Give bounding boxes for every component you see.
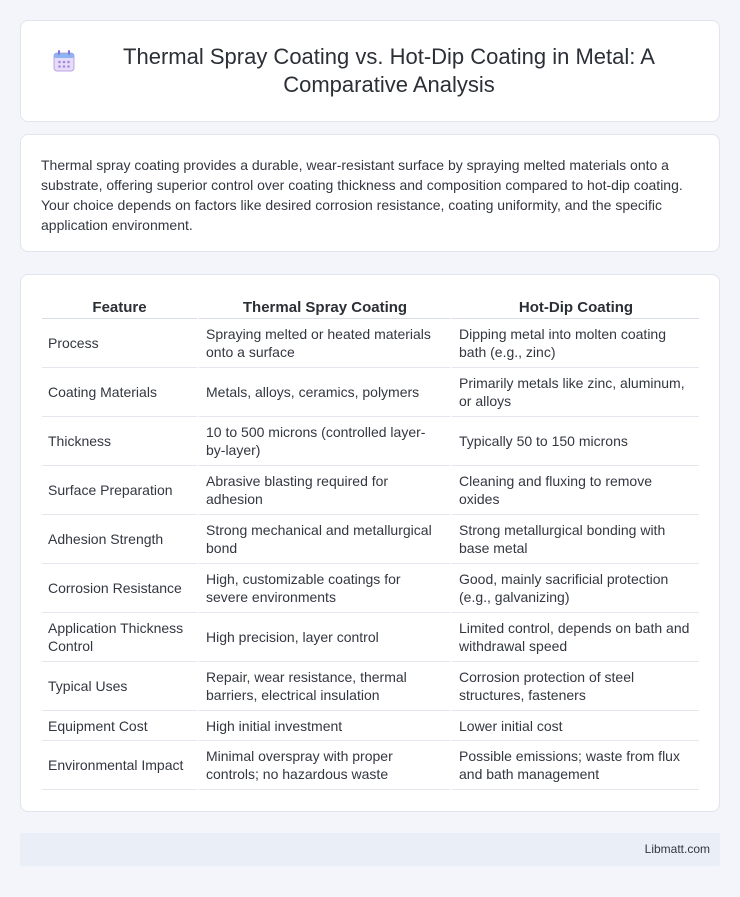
header-thermal-spray: Thermal Spray Coating	[197, 295, 450, 319]
thermal-spray-cell: High initial investment	[197, 711, 450, 741]
feature-cell: Typical Uses	[42, 662, 197, 711]
hot-dip-cell: Good, mainly sacrificial protection (e.g., galvanizing)	[450, 564, 699, 613]
footer-site-link[interactable]: Libmatt.com	[644, 842, 710, 856]
feature-cell: Process	[42, 319, 197, 368]
thermal-spray-cell: Spraying melted or heated materials onto a surface	[197, 319, 450, 368]
hot-dip-cell: Possible emissions; waste from flux and bath management	[450, 741, 699, 790]
footer	[20, 833, 720, 866]
table-row	[42, 368, 699, 417]
table-row	[42, 711, 699, 741]
thermal-spray-cell: High, customizable coatings for severe environments	[197, 564, 450, 613]
feature-cell: Surface Preparation	[42, 466, 197, 515]
table-row	[42, 564, 699, 613]
thermal-spray-cell: 10 to 500 microns (controlled layer-by-layer)	[197, 417, 450, 466]
feature-cell: Equipment Cost	[42, 711, 197, 741]
table-row	[42, 613, 699, 662]
hot-dip-cell: Primarily metals like zinc, aluminum, or alloys	[450, 368, 699, 417]
feature-cell: Adhesion Strength	[42, 515, 197, 564]
title-row	[51, 43, 689, 99]
thermal-spray-cell: Abrasive blasting required for adhesion	[197, 466, 450, 515]
thermal-spray-cell: Strong mechanical and metallurgical bond	[197, 515, 450, 564]
feature-cell: Application Thickness Control	[42, 613, 197, 662]
table-row	[42, 741, 699, 790]
title-card	[20, 20, 720, 122]
table-row	[42, 319, 699, 368]
header-feature: Feature	[42, 295, 197, 319]
hot-dip-cell: Limited control, depends on bath and withdrawal speed	[450, 613, 699, 662]
hot-dip-cell: Typically 50 to 150 microns	[450, 417, 699, 466]
table-header-row	[42, 295, 699, 319]
feature-cell: Coating Materials	[42, 368, 197, 417]
page-title: Thermal Spray Coating vs. Hot-Dip Coating in Metal: A Comparative Analysis	[123, 44, 655, 97]
comparison-table	[42, 295, 699, 790]
table-row	[42, 417, 699, 466]
table-row	[42, 515, 699, 564]
hot-dip-cell: Cleaning and fluxing to remove oxides	[450, 466, 699, 515]
hot-dip-cell: Strong metallurgical bonding with base metal	[450, 515, 699, 564]
table-row	[42, 466, 699, 515]
feature-cell: Thickness	[42, 417, 197, 466]
table-row	[42, 662, 699, 711]
intro-card	[20, 134, 720, 252]
intro-paragraph: Thermal spray coating provides a durable, wear-resistant surface by spraying melted materials onto a substrate, offering superior control over coating thickness and composition compared to hot-dip coating. Your choice depends on factors like desired corrosion resistance, coating uniformity, and the specific application environment.	[41, 157, 683, 233]
hot-dip-cell: Corrosion protection of steel structures, fasteners	[450, 662, 699, 711]
hot-dip-cell: Lower initial cost	[450, 711, 699, 741]
thermal-spray-cell: Metals, alloys, ceramics, polymers	[197, 368, 450, 417]
feature-cell: Corrosion Resistance	[42, 564, 197, 613]
calendar-icon	[51, 48, 77, 74]
feature-cell: Environmental Impact	[42, 741, 197, 790]
header-hot-dip: Hot-Dip Coating	[450, 295, 699, 319]
thermal-spray-cell: Repair, wear resistance, thermal barriers, electrical insulation	[197, 662, 450, 711]
comparison-card	[20, 274, 720, 812]
hot-dip-cell: Dipping metal into molten coating bath (e.g., zinc)	[450, 319, 699, 368]
thermal-spray-cell: Minimal overspray with proper controls; no hazardous waste	[197, 741, 450, 790]
thermal-spray-cell: High precision, layer control	[197, 613, 450, 662]
